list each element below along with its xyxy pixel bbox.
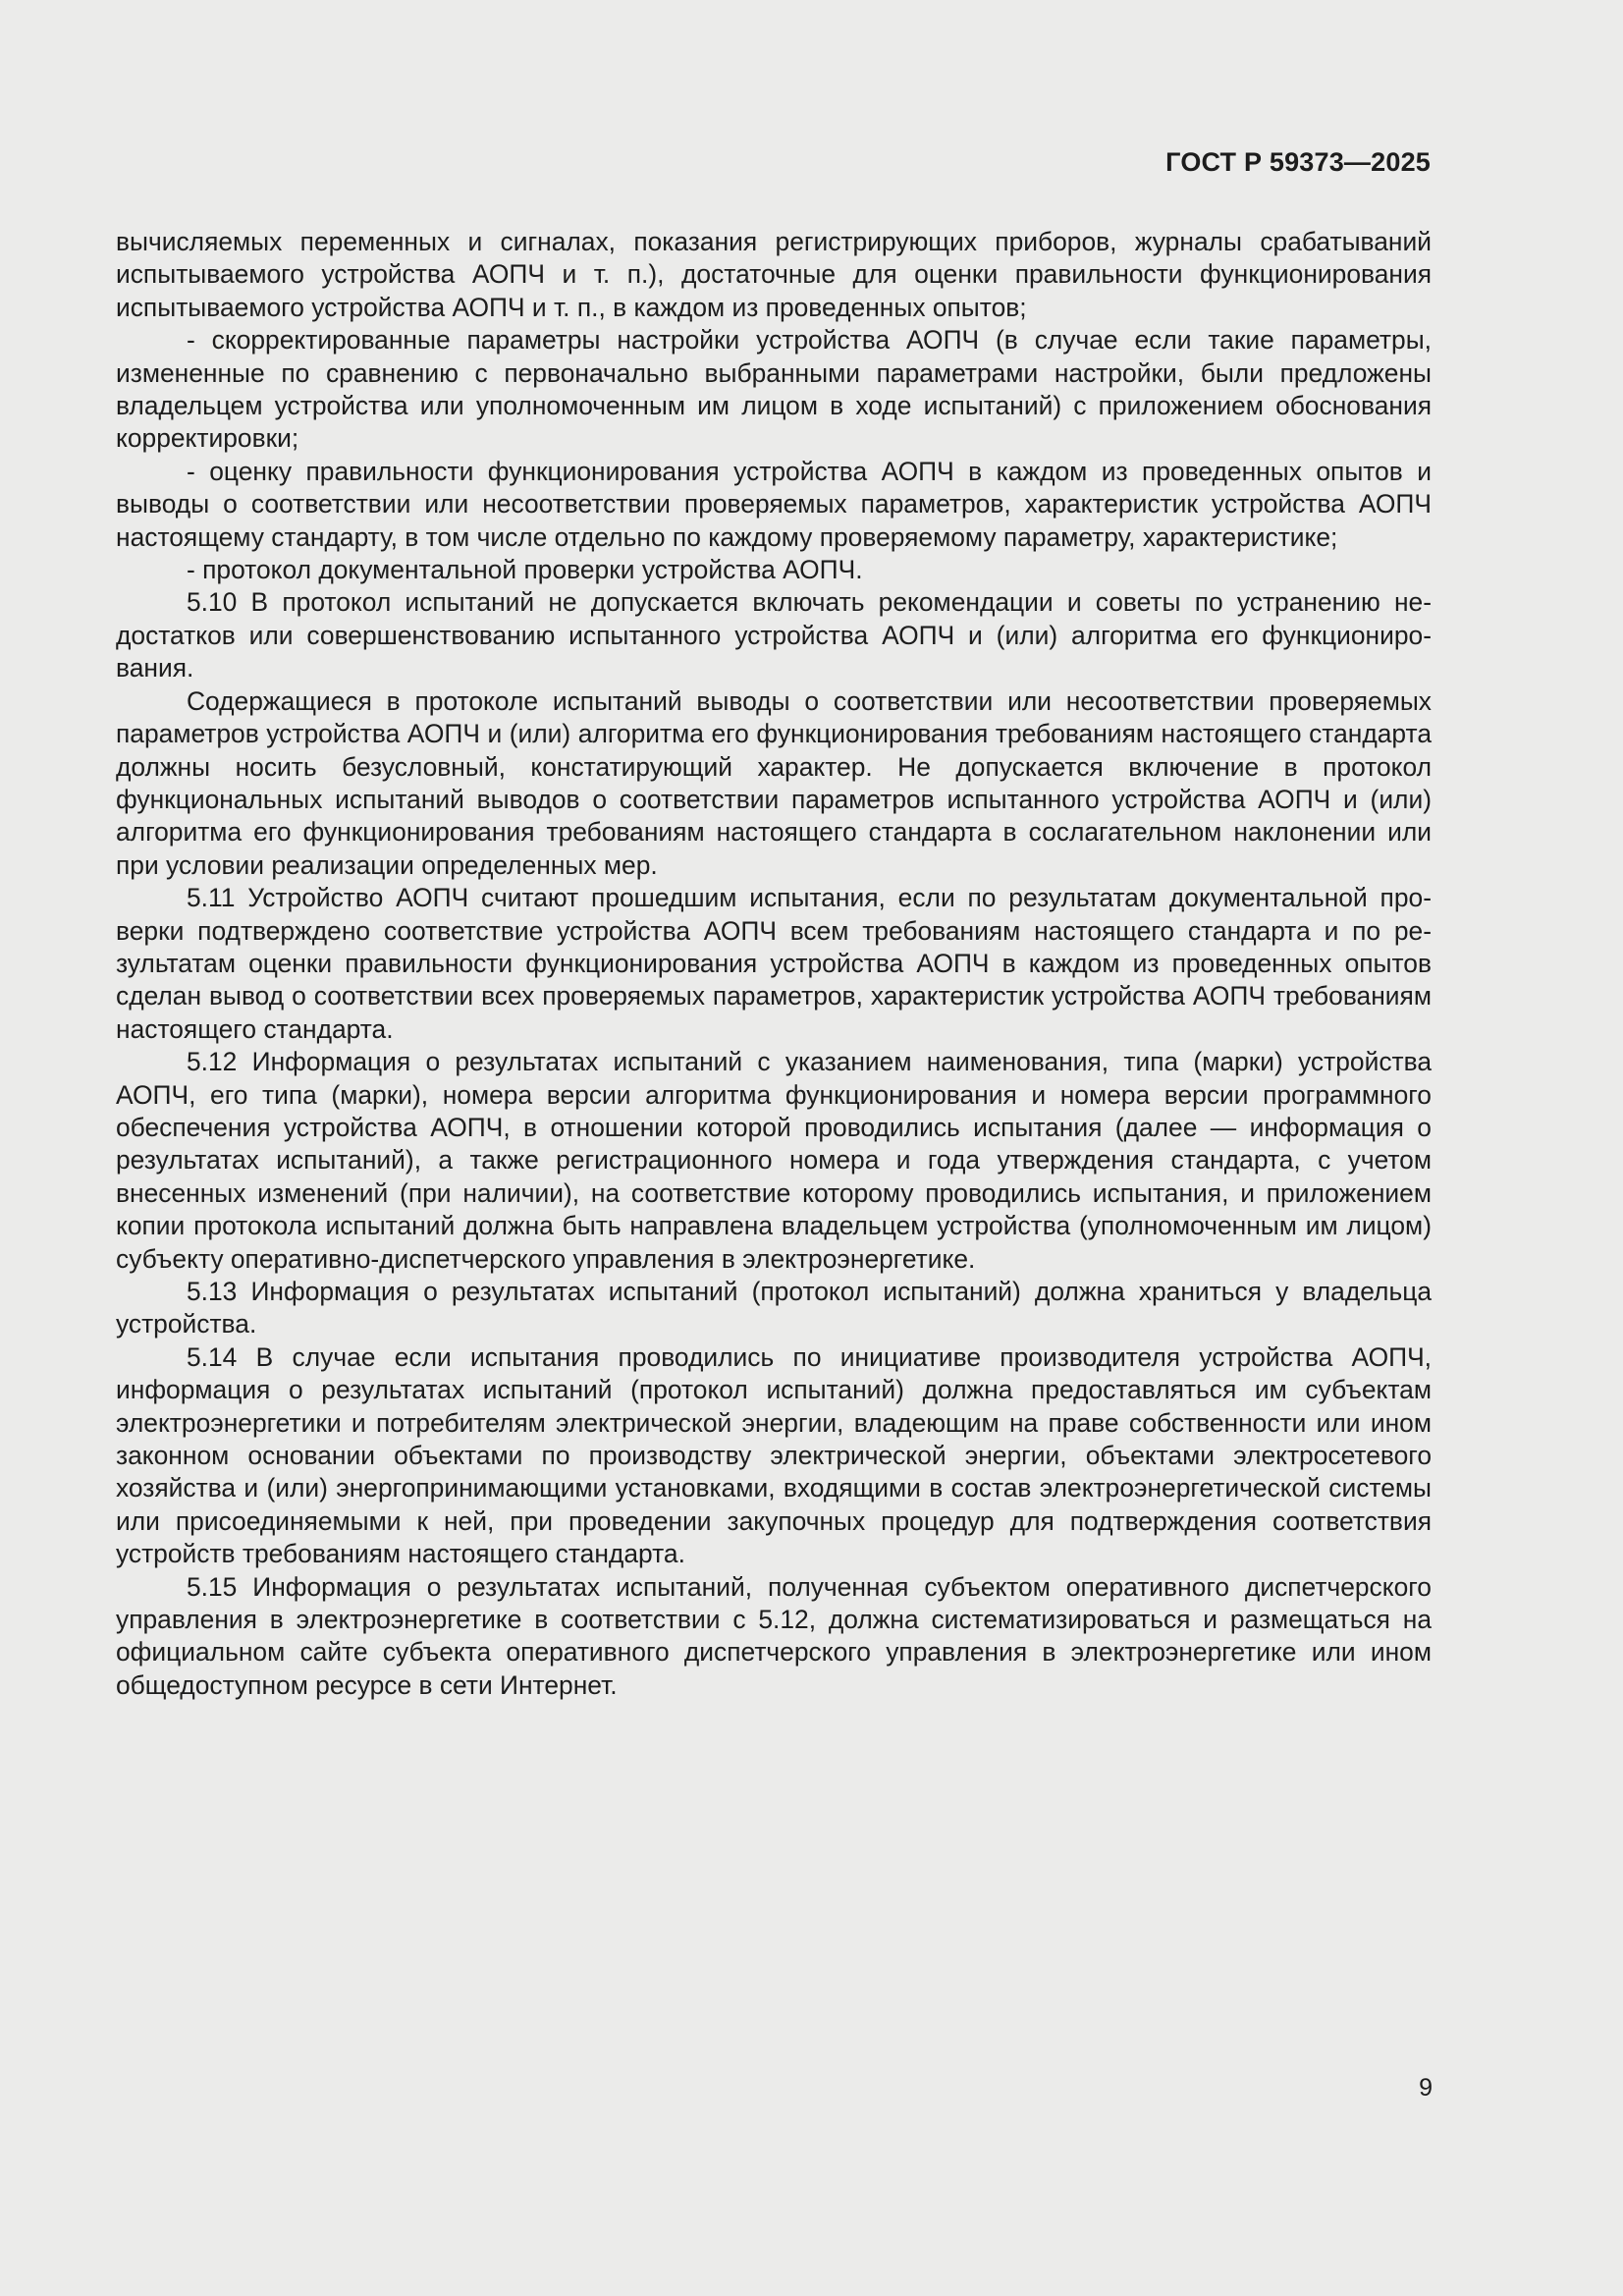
clause-5-10: 5.10 В протокол испытаний не допускается включать рекомендации и советы по устранению недостатков или совершенствованию испытанного устройства АОПЧ и (или) алгоритма его функционирования.: [116, 587, 1432, 683]
paragraph-continuation: вычисляемых переменных и сигналах, показания регистрирующих приборов, журналы срабатываний испытываемого устройства АОПЧ и т. п.), достаточные для оценки правильности функционирования испытываемого устройства АОПЧ и т. п., в каждом из проведенных опытов;: [116, 227, 1432, 322]
clause-5-11: 5.11 Устройство АОПЧ считают прошедшим испытания, если по результатам документальной проверки подтверждено соответствие устройства АОПЧ всем требованиям настоящего стандарта и по результатам оценки правильности функционирования устройства АОПЧ в каждом из проведенных опытов сделан вывод о соответствии всех проверяемых параметров, характеристик устройства АОПЧ требованиям настоящего стандарта.: [116, 883, 1432, 1044]
page-number: 9: [1419, 2074, 1433, 2102]
clause-5-13: 5.13 Информация о результатах испытаний (протокол испытаний) должна храниться у владельца устройства.: [116, 1277, 1432, 1339]
clause-5-15: 5.15 Информация о результатах испытаний, полученная субъектом оперативного диспетчерского управления в электроэнергетике в соответствии с 5.12, должна систематизироваться и размещаться на официальном сайте субъекта оперативного диспетчерского управления в электроэнергетике или ином общедоступном ресурсе в сети Интернет.: [116, 1571, 1432, 1700]
list-item-documentary-check: - протокол документальной проверки устройства АОПЧ.: [187, 555, 863, 585]
list-item-adjusted-settings: - скорректированные параметры настройки устройства АОПЧ (в случае если такие параметры, измененные по сравнению с первоначально выбранными параметрами настройки, были предложены владельцем устройства или уполномоченным им лицом в ходе испытаний) с приложением обоснования корректировки;: [116, 325, 1432, 454]
clause-5-14: 5.14 В случае если испытания проводились по инициативе производителя устройства АОПЧ, информация о результатах испытаний (протокол испытаний) должна предоставляться им субъектам электроэнергетики и потребителям электрической энергии, владеющим на праве собственности или ином законном основании объектами по производству электрической энергии, объектами электросетевого хозяйства и (или) энергопринимающими установками, входящими в состав электроэнергетической системы или присоединяемыми к ней, при проведении закупочных процедур для подтверждения соответствия устройств требованиям настоящего стандарта.: [116, 1341, 1432, 1569]
document-body: [116, 226, 1432, 1702]
clause-5-12: 5.12 Информация о результатах испытаний с указанием наименования, типа (марки) устройства АОПЧ, его типа (марки), номера версии алгоритма функционирования и номера версии программного обеспечения устройства АОПЧ, в отношении которой проводились испытания (далее — информация о результатах испытаний), а также регистрационного номера и года утверждения стандарта, с учетом внесенных изменений (при наличии), на соответствие которому проводились испытания, и приложением копии протокола испытаний должна быть направлена владельцем устройства (уполномоченным им лицом) субъекту оперативно-диспетчерского управления в электроэнергетике.: [116, 1047, 1432, 1274]
list-item-functioning-assessment: - оценку правильности функционирования устройства АОПЧ в каждом из проведенных опытов и выводы о соответствии или несоответствии проверяемых параметров, характеристик устройства АОПЧ настоящему стандарту, в том числе отдельно по каждому проверяемому параметру, характеристике;: [116, 456, 1432, 552]
clause-5-10-conclusions: Содержащиеся в протоколе испытаний выводы о соответствии или несоответствии проверяемых параметров устройства АОПЧ и (или) алгоритма его функционирования требованиям настоящего стандарта должны носить безусловный, констатирующий характер. Не допускается включение в протокол функциональных испытаний выводов о соответствии параметров испытанного устройства АОПЧ и (или) алгоритма его функционирования требованиям настоящего стандарта в сослагательном наклонении или при условии реализации определенных мер.: [116, 685, 1432, 880]
standard-number-header: ГОСТ Р 59373—2025: [1165, 147, 1431, 177]
